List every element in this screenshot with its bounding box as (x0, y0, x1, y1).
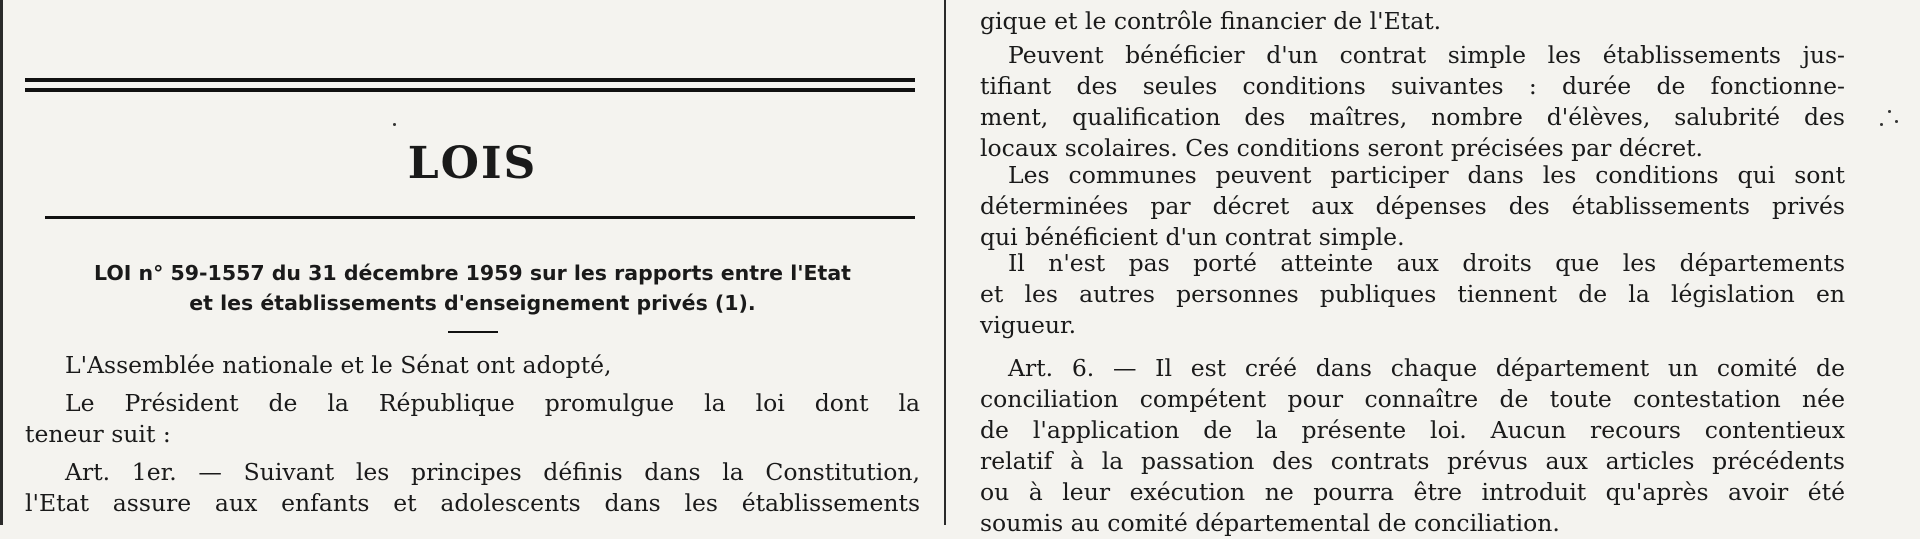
print-speck (1880, 123, 1883, 126)
law-title-line: et les établissements d'enseignement privés (1). (189, 291, 756, 315)
text-line: Il n'est pas porté atteinte aux droits que les départements (1008, 249, 1845, 277)
paragraph (25, 350, 920, 381)
paragraph (25, 457, 920, 519)
text-line: vigueur. (980, 311, 1077, 339)
text-line: tifiant des seules conditions suivantes : durée de fonctionne- (980, 72, 1845, 100)
text-line: relatif à la passation des contrats prévus aux articles précédents (980, 447, 1845, 475)
text-line: de l'application de la présente loi. Aucun recours contentieux (980, 416, 1845, 444)
text-line: qui bénéficient d'un contrat simple. (980, 223, 1405, 251)
print-speck (1888, 110, 1891, 113)
text-line: l'Etat assure aux enfants et adolescents dans les établissements (25, 489, 920, 517)
paragraph (980, 6, 1845, 37)
text-line: ou à leur exécution ne pourra être introduit qu'après avoir été (980, 478, 1845, 506)
text-line: teneur suit : (25, 420, 171, 448)
separator-rule (448, 331, 498, 333)
paragraph (25, 388, 920, 450)
section-heading: LOIS (407, 138, 538, 189)
paragraph (980, 248, 1845, 341)
text-line: Le Président de la République promulgue la loi dont la (65, 389, 920, 417)
law-title-line: LOI n° 59-1557 du 31 décembre 1959 sur les rapports entre l'Etat (94, 261, 851, 285)
heading-rule (45, 216, 915, 219)
law-title (25, 258, 920, 318)
paragraph (980, 160, 1845, 253)
paragraph (980, 40, 1845, 164)
left-column (25, 0, 920, 525)
text-line: gique et le contrôle financier de l'Etat. (980, 7, 1442, 35)
double-rule-top (25, 78, 915, 82)
text-line: Art. 6. — Il est créé dans chaque département un comité de (1008, 354, 1845, 382)
text-line: Peuvent bénéficier d'un contrat simple les établissements jus- (1008, 41, 1845, 69)
text-line: soumis au comité départemental de conciliation. (980, 509, 1560, 537)
right-column (980, 0, 1845, 537)
text-line: conciliation compétent pour connaître de toute contestation née (980, 385, 1845, 413)
text-line: ment, qualification des maîtres, nombre d'élèves, salubrité des (980, 103, 1845, 131)
text-line: déterminées par décret aux dépenses des établissements privés (980, 192, 1845, 220)
text-line: locaux scolaires. Ces conditions seront précisées par décret. (980, 134, 1704, 162)
print-speck (1895, 120, 1898, 123)
paragraph (980, 353, 1845, 539)
text-line: Art. 1er. — Suivant les principes définis dans la Constitution, (65, 458, 920, 486)
text-line: et les autres personnes publiques tiennent de la législation en (980, 280, 1845, 308)
page-edge (0, 0, 3, 525)
text-line: Les communes peuvent participer dans les conditions qui sont (1008, 161, 1845, 189)
double-rule-bottom (25, 88, 915, 92)
column-divider (944, 0, 946, 525)
text-line: L'Assemblée nationale et le Sénat ont adopté, (65, 351, 612, 379)
print-speck (393, 123, 396, 126)
